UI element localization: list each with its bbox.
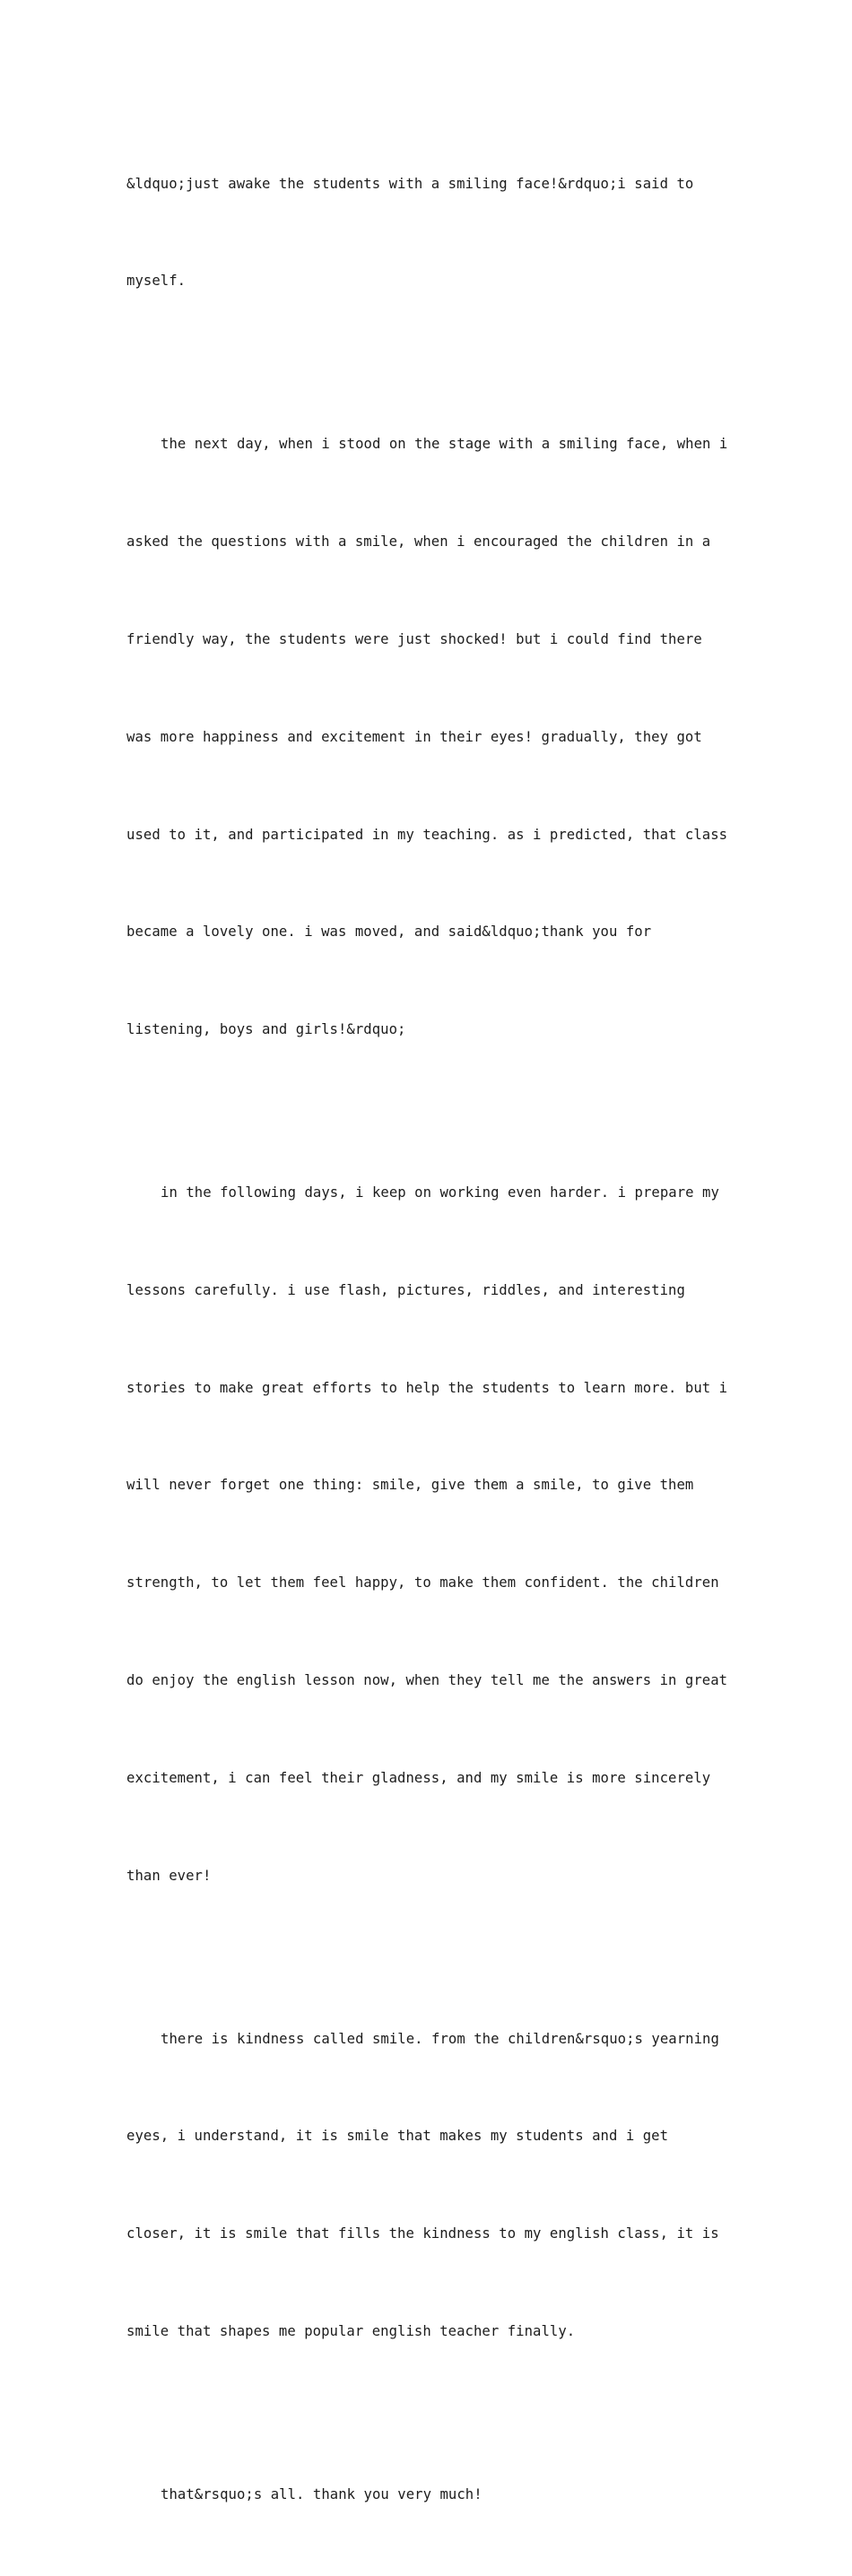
text-line: do enjoy the english lesson now, when they tell me the answers in great [126,1672,728,1689]
text-line: smile that shapes me popular english teacher finally. [126,2323,576,2340]
paragraph-5 [126,2413,727,2575]
text-line: the next day, when i stood on the stage with a smiling face, when i [161,435,728,452]
text-line: stories to make great efforts to help the students to learn more. but i [126,1379,728,1396]
text-line: listening, boys and girls!&rdquo; [126,1021,406,1038]
text-line: excitement, i can feel their gladness, and my smile is more sincerely [126,1770,711,1787]
text-line: than ever! [126,1868,212,1885]
paragraph-4 [126,1957,727,2413]
text-line: eyes, i understand, it is smile that makes my students and i get [126,2128,669,2145]
text-line: became a lovely one. i was moved, and said&ldquo;thank you for [126,924,652,941]
text-line: closer, it is smile that fills the kindness to my english class, it is [126,2225,719,2242]
text-line: myself. [126,273,187,290]
text-line: will never forget one thing: smile, give them a smile, to give them [126,1477,694,1494]
paragraph-2 [126,362,727,1111]
document-body [126,102,727,2576]
text-line: used to it, and participated in my teaching. as i predicted, that class [126,826,728,843]
text-line: in the following days, i keep on working even harder. i prepare my [161,1184,719,1201]
paragraph-1 [126,102,727,362]
paragraph-3 [126,1111,727,1957]
text-line: lessons carefully. i use flash, pictures, riddles, and interesting [126,1281,685,1298]
text-line: &ldquo;just awake the students with a smiling face!&rdquo;i said to [126,175,694,192]
text-line: that&rsquo;s all. thank you very much! [161,2485,483,2502]
text-line: strength, to let them feel happy, to make them confident. the children [126,1574,719,1592]
text-line: there is kindness called smile. from the children&rsquo;s yearning [161,2030,719,2047]
text-line: asked the questions with a smile, when i encouraged the children in a [126,533,711,550]
text-line: was more happiness and excitement in their eyes! gradually, they got [126,728,702,745]
text-line: friendly way, the students were just shocked! but i could find there [126,630,702,647]
